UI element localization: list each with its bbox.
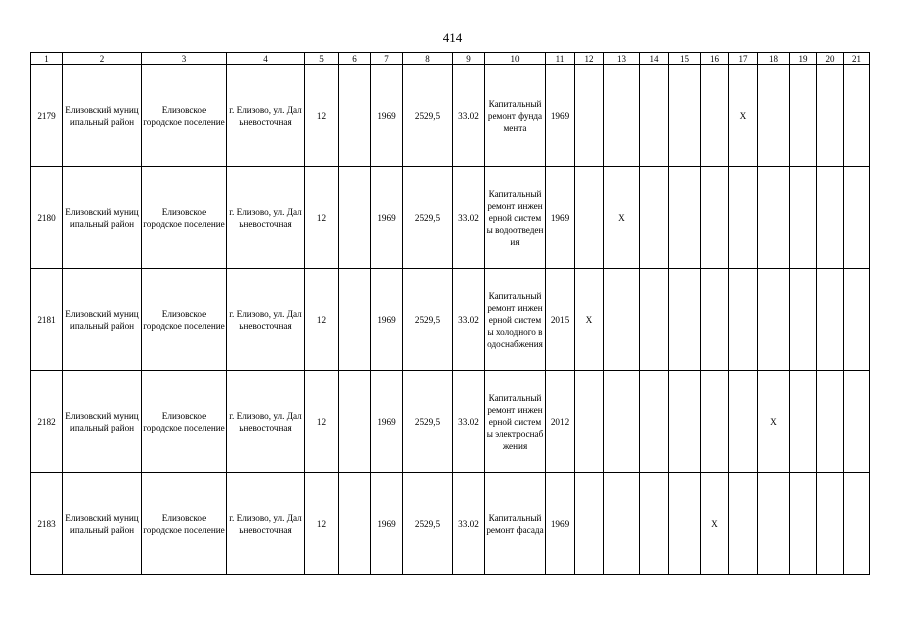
work-type-cell: Капитальный ремонт фасада [485, 473, 546, 575]
mark-cell: Х [758, 371, 790, 473]
row-number-cell: 2183 [31, 473, 63, 575]
column-number-cell: 10 [485, 53, 546, 65]
table-cell [640, 167, 669, 269]
table-row [31, 269, 870, 371]
table-cell: Елизовский муниципальный район [63, 65, 142, 167]
table-cell: 33.02 [453, 65, 485, 167]
row-number-cell: 2181 [31, 269, 63, 371]
table-row [31, 371, 870, 473]
table-cell: 12 [305, 269, 339, 371]
table-cell [604, 473, 640, 575]
table-cell [844, 371, 870, 473]
table-cell: 33.02 [453, 371, 485, 473]
mark-cell: Х [701, 473, 729, 575]
table-cell [575, 473, 604, 575]
table-cell [604, 371, 640, 473]
table-cell: Елизовское городское поселение [142, 65, 227, 167]
table-cell [758, 167, 790, 269]
column-number-cell: 12 [575, 53, 604, 65]
table-cell [640, 473, 669, 575]
table-cell: г. Елизово, ул. Дальневосточная [227, 473, 305, 575]
column-number-cell: 4 [227, 53, 305, 65]
table-cell [817, 371, 844, 473]
table-cell [669, 371, 701, 473]
table-cell: 1969 [546, 473, 575, 575]
column-number-cell: 6 [339, 53, 371, 65]
column-number-cell: 16 [701, 53, 729, 65]
column-number-cell: 19 [790, 53, 817, 65]
column-number-cell: 2 [63, 53, 142, 65]
column-number-cell: 11 [546, 53, 575, 65]
row-number-cell: 2180 [31, 167, 63, 269]
table-cell: 2012 [546, 371, 575, 473]
table-cell [575, 167, 604, 269]
table-cell: 33.02 [453, 473, 485, 575]
page-number: 414 [442, 30, 463, 45]
table-cell: 1969 [371, 65, 403, 167]
table-cell: 12 [305, 473, 339, 575]
table-cell: 33.02 [453, 269, 485, 371]
column-number-cell: 14 [640, 53, 669, 65]
column-number-cell: 5 [305, 53, 339, 65]
table-cell [844, 167, 870, 269]
table-cell [604, 269, 640, 371]
table-cell: 1969 [371, 269, 403, 371]
table-cell: Елизовский муниципальный район [63, 269, 142, 371]
table-cell [339, 269, 371, 371]
table-cell [669, 65, 701, 167]
table-cell: Елизовский муниципальный район [63, 371, 142, 473]
table-cell: Елизовское городское поселение [142, 167, 227, 269]
table-cell [701, 65, 729, 167]
table-cell [758, 473, 790, 575]
column-number-cell: 18 [758, 53, 790, 65]
table-cell [729, 371, 758, 473]
column-number-cell: 7 [371, 53, 403, 65]
table-cell [339, 473, 371, 575]
table-cell [575, 65, 604, 167]
column-number-cell: 13 [604, 53, 640, 65]
mark-cell: Х [575, 269, 604, 371]
column-number-cell: 21 [844, 53, 870, 65]
table-cell [817, 167, 844, 269]
table-cell [575, 371, 604, 473]
table-cell [640, 65, 669, 167]
table-cell [817, 65, 844, 167]
table-cell: 1969 [546, 65, 575, 167]
table-cell [640, 371, 669, 473]
table-cell: 2529,5 [403, 65, 453, 167]
table-cell [701, 269, 729, 371]
table-cell [339, 167, 371, 269]
row-number-cell: 2179 [31, 65, 63, 167]
table-cell [640, 269, 669, 371]
table-cell [758, 65, 790, 167]
table-cell [844, 65, 870, 167]
column-number-cell: 8 [403, 53, 453, 65]
table-cell: Елизовское городское поселение [142, 371, 227, 473]
table-cell [758, 269, 790, 371]
table-cell [669, 269, 701, 371]
table-cell: 1969 [546, 167, 575, 269]
table-cell: 2015 [546, 269, 575, 371]
table-cell [817, 473, 844, 575]
mark-cell: Х [604, 167, 640, 269]
table-cell [729, 473, 758, 575]
table-cell: 1969 [371, 371, 403, 473]
table-cell: 2529,5 [403, 269, 453, 371]
column-number-cell: 17 [729, 53, 758, 65]
table-cell: 1969 [371, 167, 403, 269]
table-cell [669, 473, 701, 575]
table-cell: Елизовский муниципальный район [63, 473, 142, 575]
table-cell [669, 167, 701, 269]
table-cell [339, 371, 371, 473]
table-cell: Елизовское городское поселение [142, 269, 227, 371]
table-cell: г. Елизово, ул. Дальневосточная [227, 371, 305, 473]
table-cell [701, 371, 729, 473]
table-cell [339, 65, 371, 167]
column-number-row [31, 53, 870, 65]
table-cell [790, 473, 817, 575]
work-type-cell: Капитальный ремонт инженерной системы холодного водоснабжения [485, 269, 546, 371]
table-cell [817, 269, 844, 371]
mark-cell: Х [729, 65, 758, 167]
table-cell: Елизовское городское поселение [142, 473, 227, 575]
capital-repair-table [30, 52, 870, 575]
column-number-cell: 9 [453, 53, 485, 65]
table-row [31, 473, 870, 575]
table-cell: Елизовский муниципальный район [63, 167, 142, 269]
table-cell [790, 65, 817, 167]
table-cell: 2529,5 [403, 167, 453, 269]
table-cell [729, 269, 758, 371]
column-number-cell: 3 [142, 53, 227, 65]
table-cell [790, 167, 817, 269]
table-cell: 2529,5 [403, 473, 453, 575]
table-cell: 12 [305, 167, 339, 269]
column-number-cell: 15 [669, 53, 701, 65]
table-cell: г. Елизово, ул. Дальневосточная [227, 167, 305, 269]
table-cell [844, 269, 870, 371]
table-cell: г. Елизово, ул. Дальневосточная [227, 269, 305, 371]
table-cell: 12 [305, 65, 339, 167]
table-cell [604, 65, 640, 167]
table-cell: 33.02 [453, 167, 485, 269]
table-row [31, 65, 870, 167]
table-cell [729, 167, 758, 269]
table-cell: 2529,5 [403, 371, 453, 473]
table-row [31, 167, 870, 269]
table-cell [790, 371, 817, 473]
table-cell: 1969 [371, 473, 403, 575]
table-cell [844, 473, 870, 575]
table-cell [701, 167, 729, 269]
table-cell: г. Елизово, ул. Дальневосточная [227, 65, 305, 167]
work-type-cell: Капитальный ремонт инженерной системы водоотведения [485, 167, 546, 269]
column-number-cell: 20 [817, 53, 844, 65]
work-type-cell: Капитальный ремонт инженерной системы электроснабжения [485, 371, 546, 473]
table-cell [790, 269, 817, 371]
table-cell: 12 [305, 371, 339, 473]
column-number-cell: 1 [31, 53, 63, 65]
work-type-cell: Капитальный ремонт фундамента [485, 65, 546, 167]
row-number-cell: 2182 [31, 371, 63, 473]
